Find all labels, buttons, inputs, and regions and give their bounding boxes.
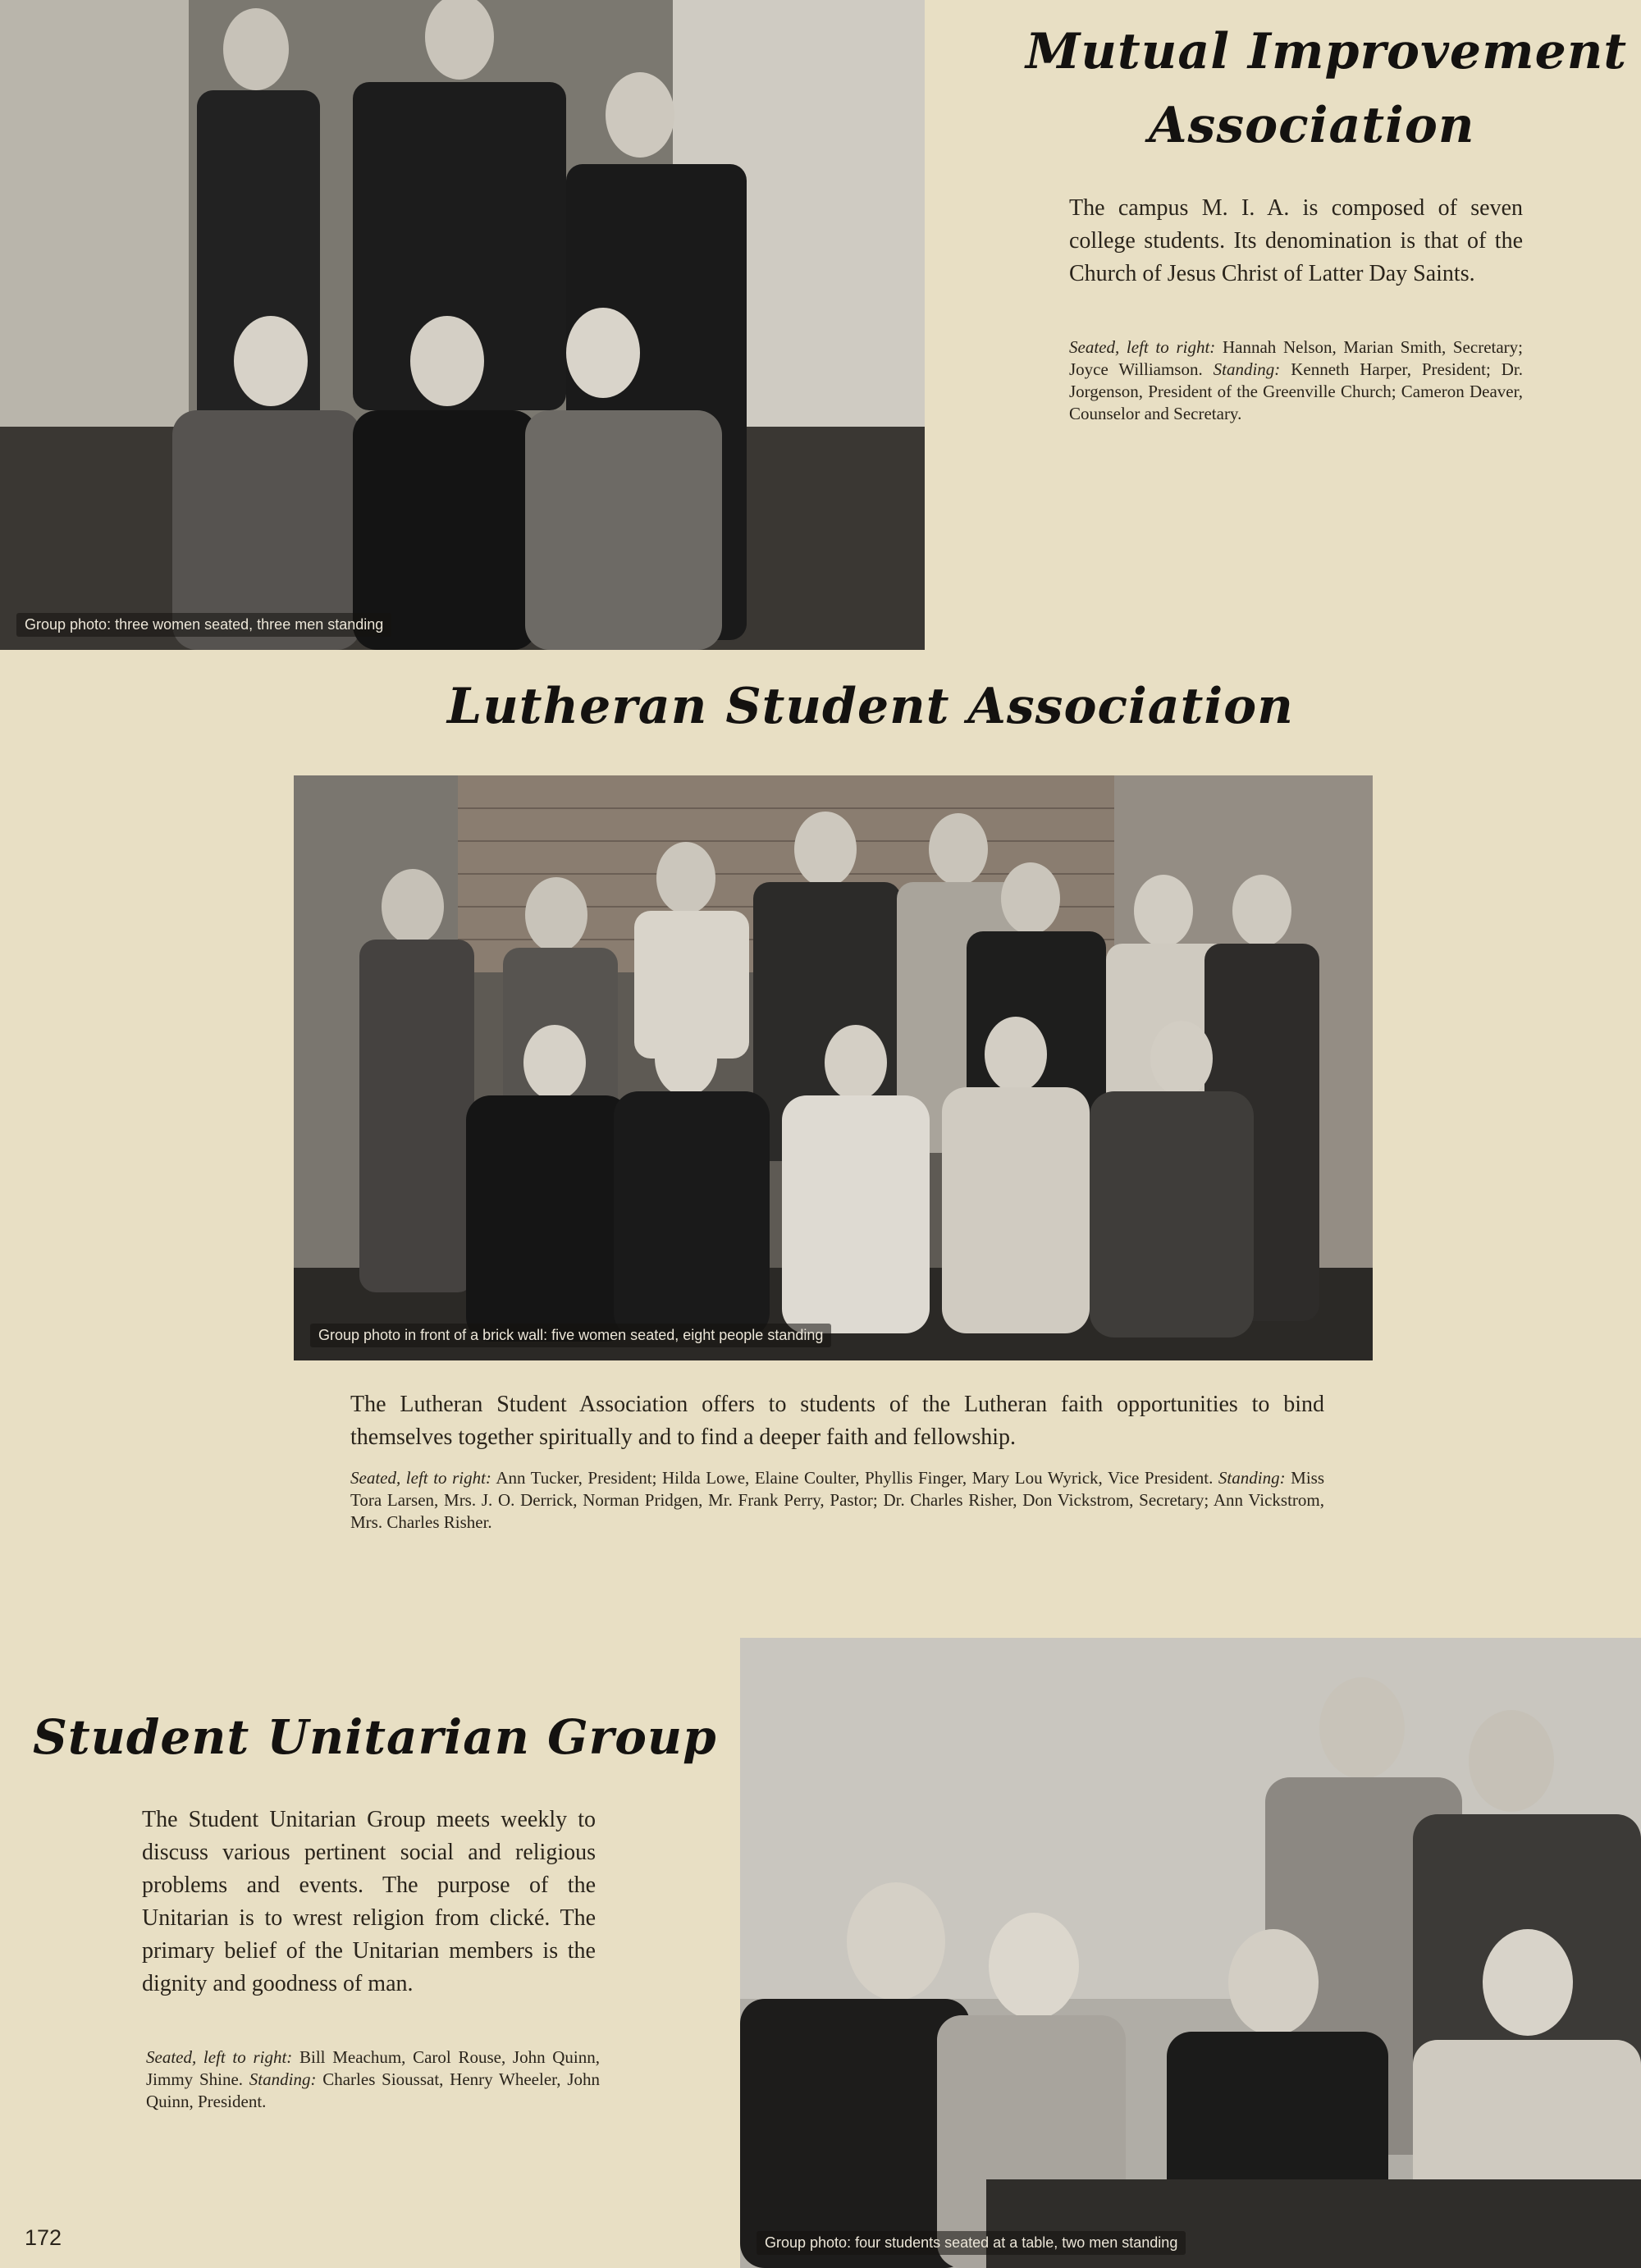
- lutheran-description: The Lutheran Student Association offers to students of the Lutheran faith opportunities to bind themselves together spiritually and to find a deeper faith and fellowship.: [350, 1392, 1324, 1450]
- mia-photo-art: [0, 0, 925, 650]
- mia-title-line2: Association: [1149, 97, 1475, 154]
- lutheran-photo-art: [294, 775, 1373, 1360]
- mia-photo-description: Group photo: three women seated, three men standing: [16, 613, 391, 637]
- unitarian-caption-seated-label: Seated, left to right:: [146, 2047, 293, 2067]
- mia-group-photo: [0, 0, 925, 650]
- lutheran-photo-description: Group photo in front of a brick wall: five women seated, eight people standing: [310, 1324, 831, 1347]
- lutheran-group-photo: [294, 775, 1373, 1360]
- lutheran-caption-standing-label: Standing:: [1218, 1468, 1286, 1488]
- mia-caption-seated-names: Hannah Nelson, Marian Smith, Secretary; Joyce Williamson.: [1069, 337, 1523, 379]
- unitarian-photo-art: [740, 1638, 1641, 2268]
- mia-caption-seated-label: Seated, left to right:: [1069, 337, 1216, 357]
- unitarian-caption-standing-names: Charles Sioussat, Henry Wheeler, John Quinn, President.: [146, 2069, 600, 2111]
- lutheran-caption: [350, 1467, 1324, 1534]
- unitarian-caption-seated-names: Bill Meachum, Carol Rouse, John Quinn, Jimmy Shine.: [146, 2047, 601, 2089]
- unitarian-caption-standing-label: Standing:: [249, 2069, 317, 2089]
- mia-title-line1: Mutual Improvement: [1026, 23, 1628, 80]
- unitarian-caption: [146, 2046, 600, 2113]
- unitarian-photo-description: Group photo: four students seated at a table, two men standing: [757, 2231, 1186, 2255]
- page-number: 172: [25, 2225, 62, 2250]
- lutheran-title: Lutheran Student Association: [447, 678, 1294, 735]
- lutheran-caption-seated-label: Seated, left to right:: [350, 1468, 491, 1488]
- lutheran-caption-standing-names: Miss Tora Larsen, Mrs. J. O. Derrick, Norman Pridgen, Mr. Frank Perry, Pastor; Dr. Charles Risher, Don Vickstrom, Secretary; Ann Vickstrom, Mrs. Charles Risher.: [350, 1468, 1325, 1532]
- unitarian-description: The Student Unitarian Group meets weekly to discuss various pertinent social and religious problems and events. The purpose of the Unitarian is to wrest religion from clické. The primary belief of the Unitarian members is the dignity and goodness of man.: [142, 1807, 596, 1996]
- unitarian-group-photo: [740, 1638, 1641, 2268]
- mia-caption-standing-names: Kenneth Harper, President; Dr. Jorgenson, President of the Greenville Church; Cameron Deaver, Counselor and Secretary.: [1069, 359, 1523, 423]
- mia-caption: [1069, 336, 1523, 425]
- mia-caption-standing-label: Standing:: [1213, 359, 1281, 379]
- lutheran-caption-seated-names: Ann Tucker, President; Hilda Lowe, Elaine Coulter, Phyllis Finger, Mary Lou Wyrick, Vice President.: [496, 1468, 1214, 1488]
- mia-description: The campus M. I. A. is composed of seven college students. Its denomination is that of the Church of Jesus Christ of Latter Day Saints.: [1069, 195, 1523, 286]
- unitarian-title: Student Unitarian Group: [33, 1709, 717, 1765]
